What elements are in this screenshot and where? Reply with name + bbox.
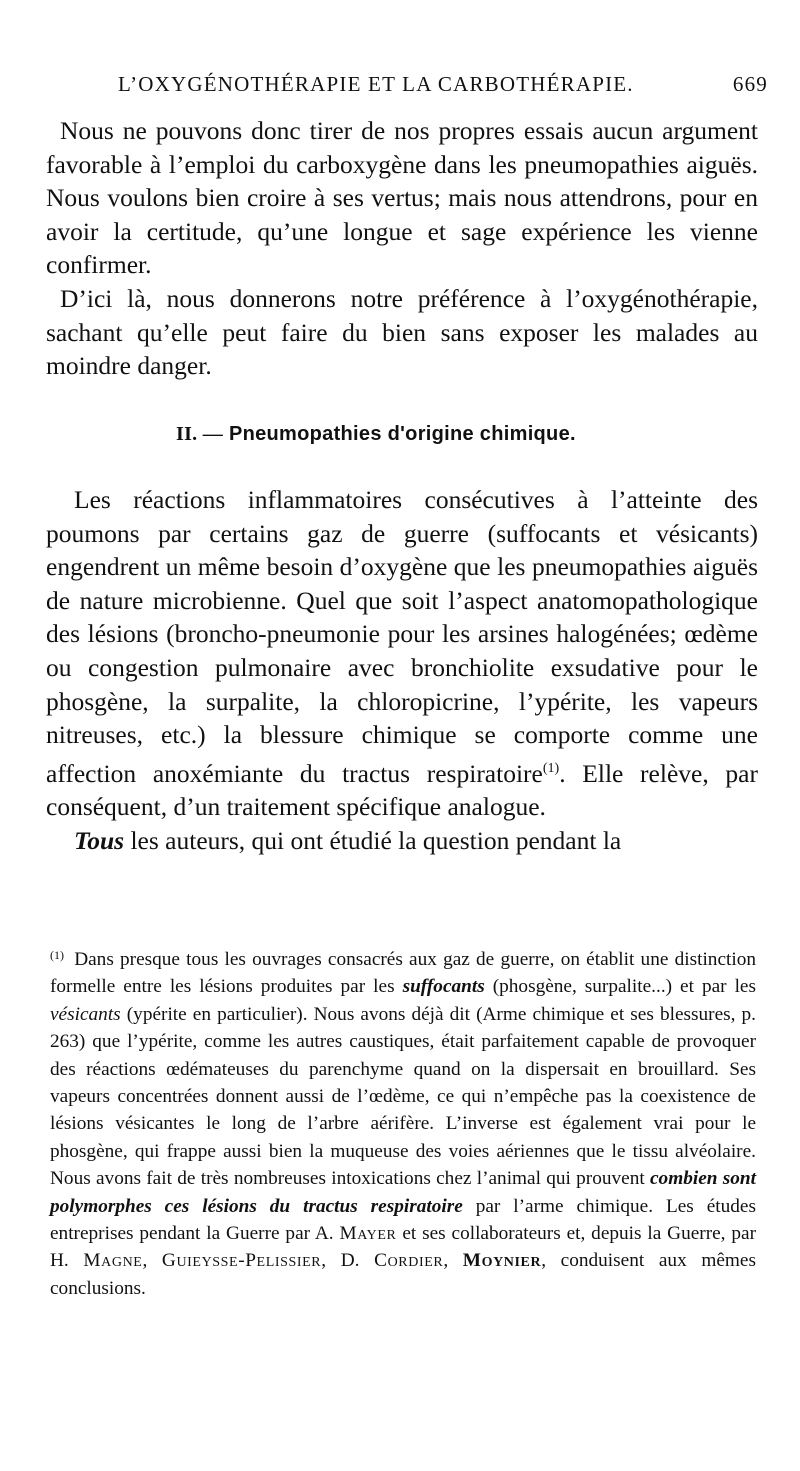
main-paragraph-2: [46, 824, 758, 858]
section-heading: [176, 423, 576, 446]
main-paragraph-1-tail: . Elle relève, par conséquent, d’un traitement spécifique analogue.: [46, 758, 758, 822]
footnote-mark: (1): [50, 948, 64, 962]
footnote-text-3: (ypérite en particulier). Nous avons déjà dit (Arme chimique et ses blessures, p. 263) que l’ypérite, comme les autres caustiques, était parfaitement capable de provoquer des réactions œdémateuses du parenchyme quand on la dispersait en brouillard. Ses vapeurs concentrées donnent aussi de l’œdème, ce qui n’empêche pas la coexistence de lésions vésicantes le long de l’arbre aérifère. L’inverse est également vrai pour le phosgène, qui frappe aussi bien la muqueuse des voies aériennes que le tissu alvéolaire. Nous avons fait de très nombreuses intoxications chez l’animal qui prouvent: [50, 1003, 756, 1190]
main-paragraph-1: [46, 483, 758, 824]
footnote-text-1: Dans presque tous les ouvrages consacrés aux gaz de guerre, on établit une distinction formelle entre les lésions produites par les: [50, 949, 756, 998]
author-moynier: Moynier: [462, 1250, 542, 1272]
running-title: L’OXYGÉNOTHÉRAPIE ET LA CARBOTHÉRAPIE.: [118, 72, 634, 96]
footnote-suffocants: suffocants: [402, 976, 485, 998]
footnote-text-8: ,: [443, 1250, 463, 1272]
main-paragraph-2-lead: Tous: [74, 825, 125, 855]
footnote-text-5: et ses collaborateurs et, depuis la Guerre, par H.: [50, 1223, 756, 1272]
footnote-text-2: (phosgène, surpalite...) et par les: [484, 976, 756, 998]
section-number: II. —: [176, 423, 224, 445]
footnote-text-7: , D.: [321, 1250, 375, 1272]
author-mayer: Mayer: [339, 1223, 397, 1245]
intro-paragraph-2: D’ici là, nous donnerons notre préférence à l’oxygénothérapie, sachant qu’elle peut faire du bien sans exposer les malades au moindre danger.: [46, 283, 758, 381]
footnote-text-9: , conduisent aux mêmes conclusions.: [50, 1250, 756, 1299]
footnote-text-6: ,: [142, 1250, 162, 1272]
footnote: [50, 942, 756, 1302]
intro-paragraph-1: Nous ne pouvons donc tirer de nos propres essais aucun argument favorable à l’emploi du carboxygène dans les pneumopathies aiguës. Nous voulons bien croire à ses vertus; mais nous attendrons, pour en avoir la certitude, qu’une longue et sage expérience les vienne confirmer.: [46, 116, 758, 280]
main-text: [46, 483, 758, 858]
footnote-vesicants: vésicants: [50, 1003, 121, 1025]
running-head: [118, 72, 768, 102]
section-title: Pneumopathies d'origine chimique.: [228, 423, 576, 445]
main-paragraph-2-text: les auteurs, qui ont étudié la question pendant la: [124, 825, 622, 855]
main-paragraph-1-text: Les réactions inflammatoires consécutives à l’atteinte des poumons par certains gaz de guerre (suffocants et vésicants) engendrent un même besoin d’oxygène que les pneumopathies aiguës de nature microbienne. Quel que soit l’aspect anatomopathologique des lésions (broncho-pneumonie pour les arsines halogénées; œdème ou congestion pulmonaire avec bronchiolite exsudative pour le phosgène, la surpalite, la chloropicrine, l’ypérite, les vapeurs nitreuses, etc.) la blessure chimique se comporte comme une affection anoxémiante du tractus respiratoire: [46, 485, 758, 788]
footnote-emphasis: combien sont polymorphes ces lésions du tractus respiratoire: [50, 1168, 756, 1217]
page-number: 669: [732, 72, 768, 96]
footnote-reference[interactable]: (1): [542, 760, 560, 776]
author-cordier: Cordier: [374, 1250, 444, 1272]
author-guieysse: Guieysse-Pelissier: [161, 1250, 322, 1272]
intro-text: [46, 114, 758, 383]
author-magne: Magne: [83, 1250, 143, 1272]
footnote-text-4: par l’arme chimique. Les études entreprises pendant la Guerre par A.: [50, 1195, 756, 1245]
